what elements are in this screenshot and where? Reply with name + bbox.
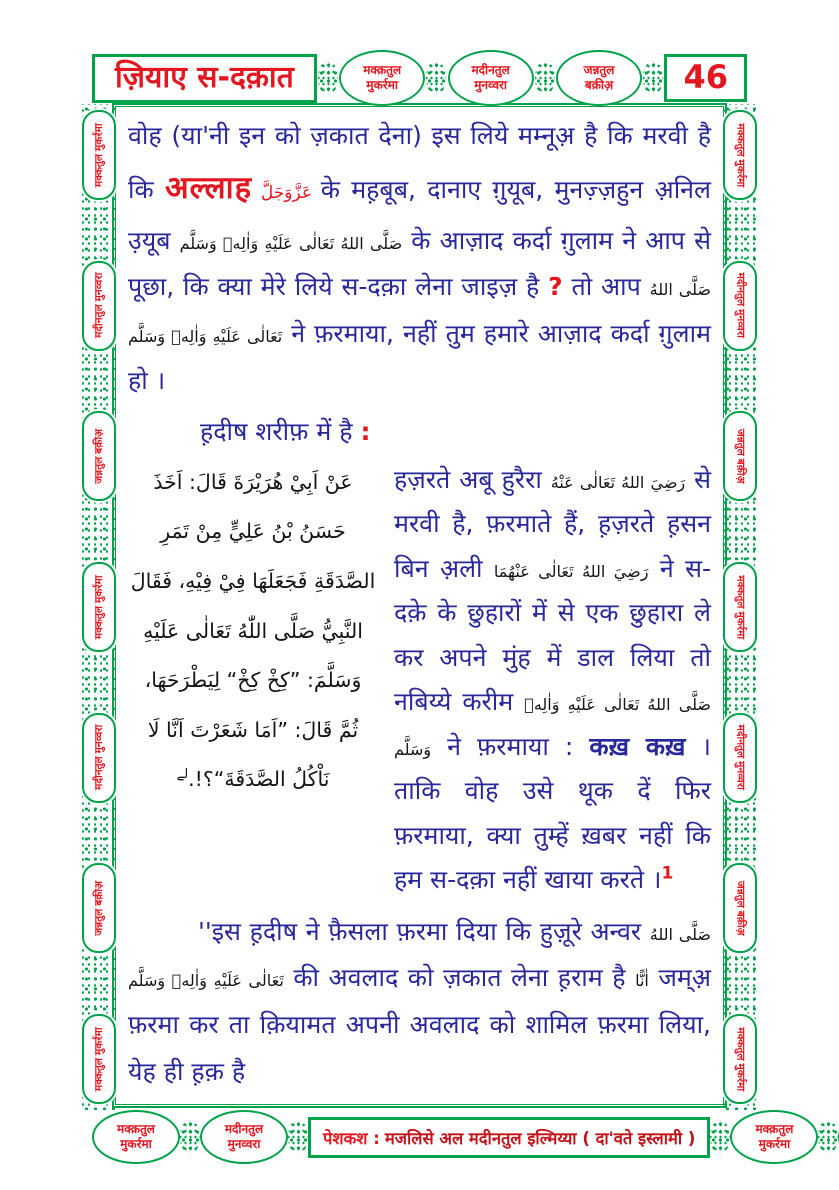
- right-ornamental-border: [723, 104, 757, 1110]
- badge-line: मक्कतुल: [734, 575, 747, 609]
- text-segment: अल्लाह: [164, 169, 253, 206]
- badge-line: जन्नतुल: [583, 63, 615, 78]
- badge-line: मुनव्वरा: [734, 309, 747, 339]
- badge-line: बक़ीअ़: [92, 428, 105, 454]
- side-badge-right: [723, 261, 757, 351]
- text-segment: 1: [661, 863, 674, 884]
- badge-line: बक़ीअ़: [92, 880, 105, 906]
- badge-line: बक़ीअ़: [584, 78, 614, 92]
- badge-line: मक्क़तुल: [363, 63, 402, 78]
- footer-badge-makkah: [92, 1110, 180, 1164]
- footer-badge-makkah-2: [730, 1110, 818, 1164]
- side-badge-left: [82, 863, 116, 953]
- page-title: ज़ियाए स-दक़ात: [92, 54, 317, 103]
- hadith-translation: [394, 458, 711, 903]
- header-badge-makkah: [339, 50, 425, 106]
- text-segment: ''इस ह़दीष ने फ़ैसला फ़रमा दिया कि हुज़ूरे अन्वर: [198, 916, 650, 946]
- text-segment: । ताकि वोह उसे थूक दें फिर फ़रमाया, क्या तुम्हें ख़बर नहीं कि हम स-दक़ा नहीं खाया करते ।: [394, 731, 711, 895]
- badge-line: मक्कतुल: [92, 1057, 105, 1091]
- content-frame: [112, 103, 727, 1108]
- vine-ornament-icon: [288, 1120, 308, 1154]
- publisher-label: पेशकश :: [323, 1128, 380, 1148]
- badge-line: जन्नतुल: [92, 456, 105, 484]
- badge-line: जन्नतुल: [734, 428, 747, 456]
- side-badge-right: [723, 562, 757, 652]
- hadith-arabic-line: عَنْ اَبِيْ هُرَيْرَةَ قَالَ: اَخَذَ: [153, 469, 353, 494]
- side-badge-left: [82, 261, 116, 351]
- badge-line: मुकर्रमा: [734, 1063, 747, 1091]
- badge-line: मक्कतुल: [734, 123, 747, 157]
- badge-line: बक़ीअ़: [734, 910, 747, 936]
- text-segment: के आज़ाद कर्दा ग़ुलाम ने आप से पूछा, कि क्या मेरे लिये स-दक़ा लेना जाइज़ है: [128, 225, 711, 302]
- text-segment: صَلَّى اللهُ تَعَالٰى عَلَيْهِ وَاٰلِهٖ وَسَلَّم: [179, 233, 403, 253]
- side-badge-right: [723, 713, 757, 803]
- badge-line: मुकर्रमा: [366, 78, 399, 92]
- badge-line: मक्कतुल: [92, 605, 105, 639]
- badge-line: मुकर्रमा: [734, 159, 747, 187]
- hadith-arabic-line: ثُمَّ قَالَ: ”اَمَا شَعَرْتَ اَنَّا لَا: [147, 717, 359, 742]
- hadith-arabic-line: النَّبِيُّ صَلَّى اللّٰهُ تَعَالٰى عَلَيْهِ: [143, 618, 363, 643]
- badge-line: मुकर्रमा: [758, 1137, 791, 1151]
- badge-line: जन्नतुल: [92, 908, 105, 936]
- text-segment: ने स-दक़े के छुहारों में से एक छुहारा ले कर अपने मुंह में डाल लिया तो नबिय्ये करीम: [394, 553, 711, 717]
- badge-line: मक्क़तुल: [117, 1122, 155, 1137]
- vine-ornament-icon: [710, 1120, 730, 1154]
- text-segment: जम्अ़ फ़रमा कर ता क़ियामत अपनी अवलाद को शामिल फ़रमा लिया, येह ही ह़क़ है: [128, 963, 711, 1086]
- side-badge-left: [82, 562, 116, 652]
- text-segment: ने फ़रमाया :: [431, 731, 590, 761]
- page-footer: [92, 1110, 794, 1164]
- text-segment: عَزَّوَجَلَّ: [252, 182, 321, 203]
- vine-ornament-icon: [318, 61, 338, 95]
- page-number: 46: [664, 54, 747, 102]
- badge-line: जन्नतुल: [734, 880, 747, 908]
- text-segment: से मरवी है, फ़रमाते हैं, ह़ज़रते ह़सन बिन अ़ली: [394, 464, 711, 583]
- text-segment: رَضِيَ اللهُ تَعَالٰى عَنْهُمَا: [493, 561, 649, 581]
- vine-ornament-icon: [426, 61, 446, 95]
- badge-line: मदीनतुल: [224, 1122, 264, 1137]
- badge-line: मुकर्रमा: [92, 575, 105, 603]
- side-badge-right: [723, 110, 757, 200]
- badge-line: मक्कतुल: [92, 153, 105, 187]
- hadith-arabic-line-text: نَاْكُلُ الصَّدَقَةَ“؟!.: [188, 767, 330, 792]
- badge-line: मदीनतुल: [92, 756, 105, 791]
- badge-line: मदीनतुल: [734, 273, 747, 307]
- badge-line: मदीनतुल: [734, 725, 747, 759]
- badge-line: मक्क़तुल: [755, 1122, 794, 1137]
- text-segment: कख़ कख़: [589, 731, 686, 761]
- badge-line: मुनव्वरा: [92, 725, 105, 754]
- badge-line: मुनव्वरा: [474, 78, 508, 92]
- text-segment: ?: [548, 272, 563, 302]
- vine-ornament-icon: [818, 1120, 838, 1154]
- hadith-arabic-text: [128, 458, 378, 903]
- publisher-box: [308, 1117, 710, 1158]
- side-badge-left: [82, 1014, 116, 1104]
- text-segment: رَضِيَ اللهُ تَعَالٰى عَنْهُ: [550, 472, 686, 492]
- text-segment: اٰنًّا: [635, 971, 649, 991]
- header-badge-madinah: [448, 50, 534, 106]
- vine-ornament-icon: [180, 1120, 200, 1154]
- badge-line: मदीनतुल: [92, 304, 105, 339]
- side-badge-left: [82, 110, 116, 200]
- badge-line: बक़ीअ़: [734, 458, 747, 484]
- badge-line: मुकर्रमा: [92, 123, 105, 151]
- footnote-marker: لے: [176, 767, 189, 783]
- hadith-arabic-line: وَسَلَّمَ: ”كِخْ كِخْ“ لِيَطْرَحَهَا،: [144, 668, 362, 693]
- vine-ornament-icon: [535, 61, 555, 95]
- badge-line: मुनव्वरा: [227, 1137, 261, 1151]
- badge-line: मुनव्वरा: [734, 761, 747, 791]
- badge-line: मुनव्वरा: [92, 273, 105, 302]
- text-segment: صَلَّى اللهُ تَعَالٰى عَلَيْهِ وَاٰلِهٖ وَسَلَّم: [394, 695, 711, 759]
- text-segment: वोह (या'नी इन को ज़कात देना) इस लिये मम्नूअ़ है कि मरवी है कि: [128, 121, 711, 204]
- side-badge-right: [723, 863, 757, 953]
- hadith-heading: [200, 409, 711, 454]
- vine-ornament-icon: [643, 61, 663, 95]
- side-badge-left: [82, 713, 116, 803]
- badge-line: मुकर्रमा: [120, 1137, 152, 1151]
- hadith-heading-text: ह़दीष शरीफ़ में है: [200, 416, 361, 446]
- text-segment: صَلَّى اللهُ تَعَالٰى عَلَيْهِ وَاٰلِهٖ وَسَلَّم: [128, 924, 711, 991]
- side-badge-right: [723, 1014, 757, 1104]
- text-segment: صَلَّى اللهُ تَعَالٰى عَلَيْهِ وَاٰلِهٖ وَسَلَّم: [128, 280, 711, 347]
- hadith-arabic-line: [128, 755, 378, 805]
- badge-line: मुकर्रमा: [92, 1027, 105, 1055]
- text-segment: ने फ़रमाया, नहीं तुम हमारे आज़ाद कर्दा ग़ुलाम हो ।: [128, 319, 711, 395]
- hadith-arabic-line: الصَّدَقَةِ فَجَعَلَهَا فِيْ فِيْهِ، فَقَالَ: [130, 568, 376, 593]
- text-segment: की अवलाद को ज़कात लेना ह़राम है: [283, 963, 636, 993]
- badge-line: मुकर्रमा: [734, 611, 747, 639]
- page-header: [92, 50, 747, 106]
- badge-line: मदीनतुल: [471, 63, 510, 78]
- side-badge-left: [82, 411, 116, 501]
- text-segment: तो आप: [562, 272, 650, 302]
- left-ornamental-border: [82, 104, 116, 1110]
- publisher-text: मजलिसे अल मदीनतुल इल्मिय्या ( दा'वते इस्लामी ): [384, 1128, 696, 1148]
- paragraph-commentary: [128, 909, 711, 1096]
- hadith-section: [128, 458, 711, 903]
- footer-badge-madinah: [200, 1110, 288, 1164]
- paragraph-intro: [128, 113, 711, 405]
- text-segment: हज़रते अबू हुरैरा: [394, 464, 551, 494]
- badge-line: मक्कतुल: [734, 1027, 747, 1061]
- hadith-heading-colon: :: [360, 416, 371, 446]
- text-segment: के मह़बूब, दानाए ग़ुयूब, मुनज़्ज़हुन अ़निल उ़यूब: [128, 174, 711, 255]
- side-badge-right: [723, 411, 757, 501]
- hadith-arabic-line: حَسَنُ بْنُ عَلِيٍّ مِنْ تَمَرِ: [160, 519, 346, 544]
- header-badge-baqi: [556, 50, 642, 106]
